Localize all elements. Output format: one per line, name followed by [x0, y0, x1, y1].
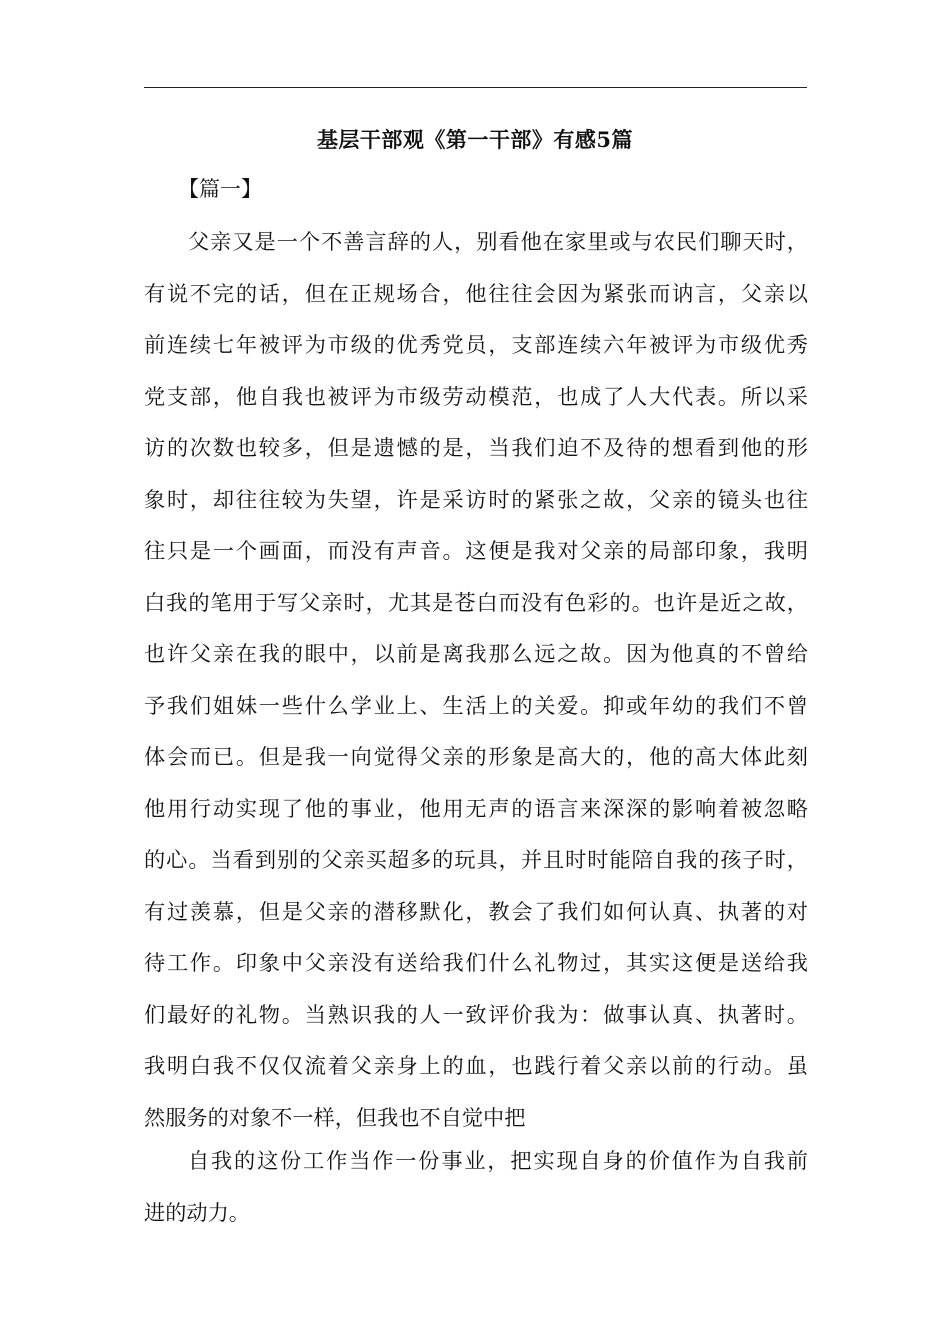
paragraph-line: 象时，却往往较为失望，许是采访时的紧张之故，父亲的镜头也往: [144, 486, 808, 512]
paragraph-line: 的心。当看到别的父亲买超多的玩具，并且时时能陪自我的孩子时，: [144, 847, 808, 872]
paragraph-1: [144, 216, 808, 1143]
paragraph-line: 前连续七年被评为市级的优秀党员，支部连续六年被评为市级优秀: [144, 332, 808, 357]
paragraph-line: 们最好的礼物。当熟识我的人一致评价我为：做事认真、执著时。: [144, 1001, 808, 1027]
paragraph-line: 有过羡慕，但是父亲的潜移默化，教会了我们如何认真、执著的对: [144, 898, 808, 924]
paragraph-line: 他用行动实现了他的事业，他用无声的语言来深深的影响着被忽略: [144, 795, 808, 821]
paragraph-line: 党支部，他自我也被评为市级劳动模范，也成了人大代表。所以采: [144, 383, 808, 409]
paragraph-line: 待工作。印象中父亲没有送给我们什么礼物过，其实这便是送给我: [144, 950, 808, 975]
paragraph-line: 父亲又是一个不善言辞的人，别看他在家里或与农民们聊天时，: [188, 229, 808, 254]
paragraph-line: 也许父亲在我的眼中，以前是离我那么远之故。因为他真的不曾给: [144, 641, 808, 666]
paragraph-line: 我明白我不仅仅流着父亲身上的血，也践行着父亲以前的行动。虽: [144, 1053, 808, 1078]
paragraph-line: 体会而已。但是我一向觉得父亲的形象是高大的，他的高大体此刻: [144, 744, 808, 769]
paragraph-line: 进的动力。: [144, 1199, 250, 1225]
section-label: 【篇一】: [178, 177, 262, 201]
paragraph-line: 有说不完的话，但在正规场合，他往往会因为紧张而讷言，父亲以: [144, 280, 808, 306]
paragraph-line: 予我们姐妹一些什么学业上、生活上的关爱。抑或年幼的我们不曾: [144, 692, 808, 718]
paragraph-2: [144, 1135, 808, 1238]
paragraph-line: 白我的笔用于写父亲时，尤其是苍白而没有色彩的。也许是近之故，: [144, 589, 808, 615]
header-rule: [144, 87, 807, 88]
paragraph-line: 往只是一个画面，而没有声音。这便是我对父亲的局部印象，我明: [144, 538, 808, 563]
paragraph-line: 然服务的对象不一样，但我也不自觉中把: [144, 1104, 526, 1130]
document-title: 基层干部观《第一干部》有感5篇: [316, 127, 634, 152]
paragraph-line: 自我的这份工作当作一份事业，把实现自身的价值作为自我前: [188, 1148, 808, 1173]
paragraph-line: 访的次数也较多，但是遗憾的是，当我们迫不及待的想看到他的形: [144, 435, 808, 460]
